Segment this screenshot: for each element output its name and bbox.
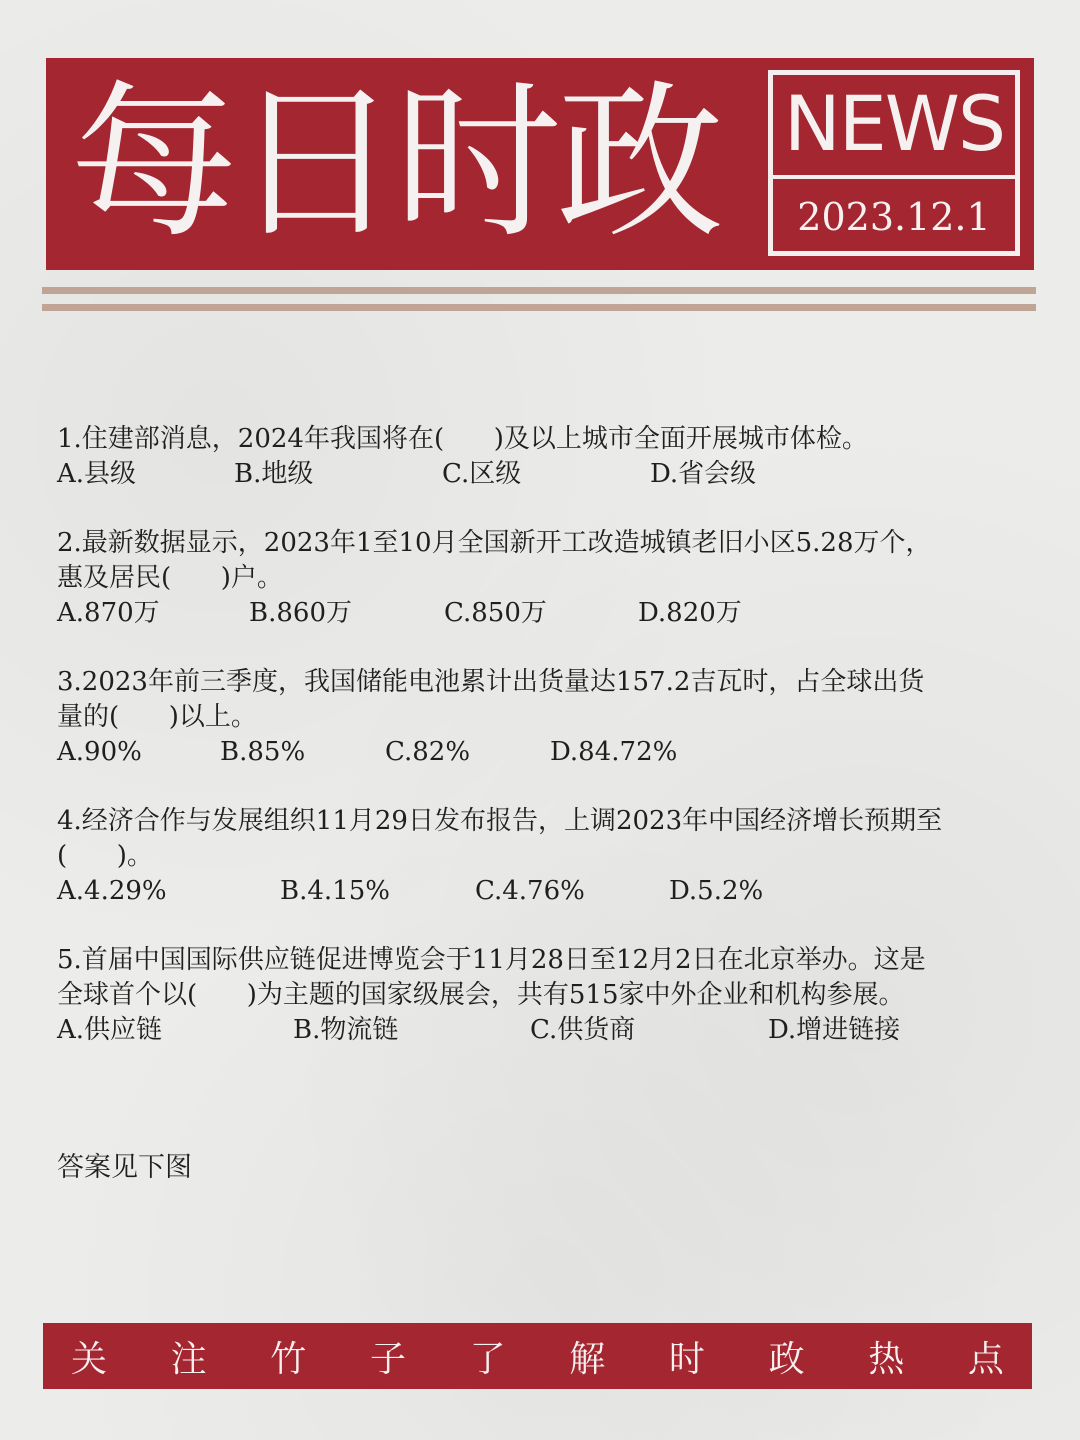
- question-1: [57, 422, 1047, 492]
- option-b: B.860万: [249, 598, 352, 628]
- option-c: C.82%: [385, 737, 471, 767]
- news-label: NEWS: [783, 79, 1005, 168]
- question-text: 1.住建部消息，2024年我国将在( )及以上城市全面开展城市体检。: [57, 424, 868, 454]
- issue-date: 2023.12.1: [797, 195, 991, 239]
- header-rule-bottom: [42, 304, 1036, 311]
- option-c: C.850万: [444, 598, 547, 628]
- option-c: C.区级: [442, 459, 522, 489]
- option-d: D.增进链接: [768, 1015, 901, 1045]
- option-b: B.地级: [234, 459, 314, 489]
- footer-char: 了: [469, 1338, 506, 1380]
- option-a: A.4.29%: [57, 876, 167, 906]
- option-a: A.870万: [57, 598, 160, 628]
- header-rule-top: [42, 287, 1036, 294]
- option-c: C.4.76%: [475, 876, 585, 906]
- option-b: B.4.15%: [280, 876, 390, 906]
- option-row: [57, 596, 1047, 631]
- question-4: [57, 804, 1047, 909]
- option-b: B.物流链: [293, 1015, 399, 1045]
- news-box: [768, 70, 1020, 256]
- footer-char: 政: [768, 1338, 805, 1380]
- answer-note: 答案见下图: [57, 1152, 192, 1183]
- question-5: [57, 943, 1047, 1048]
- footer-char: 解: [569, 1338, 606, 1380]
- option-row: [57, 457, 1047, 492]
- footer-char: 关: [70, 1338, 107, 1380]
- option-d: D.84.72%: [550, 737, 678, 767]
- footer-slogan: [69, 1323, 1006, 1389]
- footer-banner: [43, 1323, 1032, 1389]
- option-row: [57, 735, 1047, 770]
- option-a: A.供应链: [57, 1015, 163, 1045]
- header-banner: [46, 58, 1034, 270]
- footer-char: 时: [668, 1338, 705, 1380]
- option-a: A.90%: [57, 737, 142, 767]
- option-b: B.85%: [220, 737, 306, 767]
- footer-char: 热: [868, 1338, 905, 1380]
- option-c: C.供货商: [530, 1015, 636, 1045]
- footer-char: 竹: [270, 1338, 307, 1380]
- question-text: 5.首届中国国际供应链促进博览会于11月28日至12月2日在北京举办。这是 全球首个以( )为主题的国家级展会，共有515家中外企业和机构参展。: [57, 945, 926, 1010]
- option-row: [57, 1013, 1047, 1048]
- page-title: 每日时政: [70, 65, 718, 261]
- question-text: 3.2023年前三季度，我国储能电池累计出货量达157.2吉瓦时，占全球出货 量的( )以上。: [57, 667, 925, 732]
- option-d: D.820万: [638, 598, 742, 628]
- option-row: [57, 874, 1047, 909]
- option-d: D.5.2%: [669, 876, 764, 906]
- footer-char: 点: [967, 1338, 1004, 1380]
- question-text: 2.最新数据显示，2023年1至10月全国新开工改造城镇老旧小区5.28万个， 惠及居民( )户。: [57, 528, 932, 593]
- question-2: [57, 526, 1047, 631]
- question-list: [57, 422, 1047, 1082]
- option-d: D.省会级: [650, 459, 757, 489]
- footer-char: 子: [369, 1338, 406, 1380]
- question-text: 4.经济合作与发展组织11月29日发布报告，上调2023年中国经济增长预期至 ( )。: [57, 806, 943, 871]
- option-a: A.县级: [57, 459, 137, 489]
- news-divider: [773, 175, 1015, 179]
- question-3: [57, 665, 1047, 770]
- footer-char: 注: [170, 1338, 207, 1380]
